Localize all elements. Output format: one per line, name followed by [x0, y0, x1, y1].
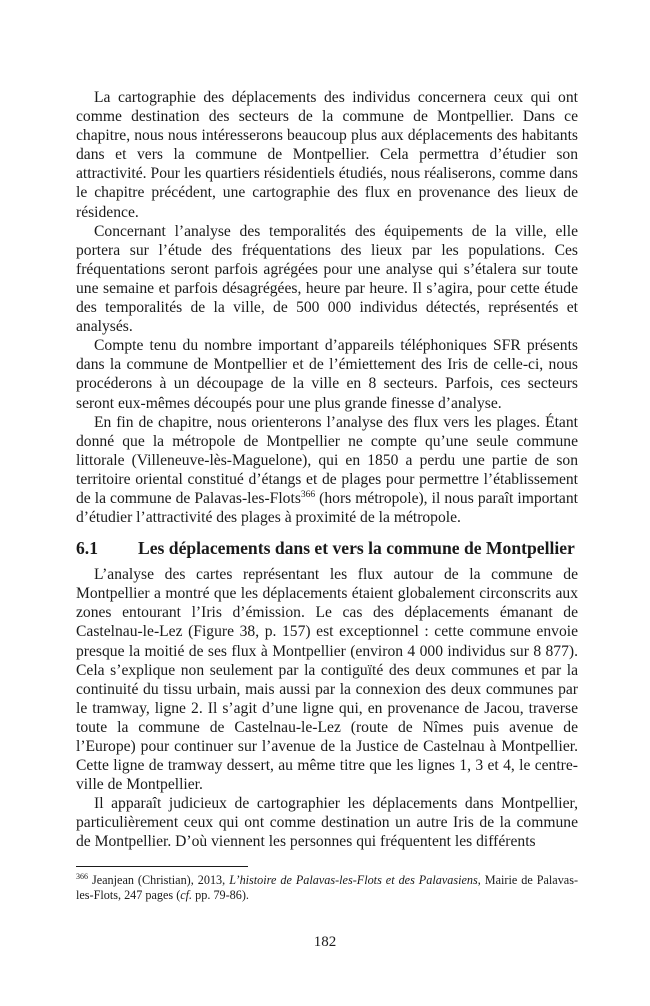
section-heading [76, 537, 578, 559]
body-paragraph: La cartographie des déplacements des individus concernera ceux qui ont comme destination des secteurs de la commune de Montpellier. Dans ce chapitre, nous nous intéresserons beaucoup plus aux déplacements des habitants dans et vers la commune de Montpellier. Cela permettra d’étudier son attractivité. Pour les quartiers résidentiels étudiés, nous réaliserons, comme dans le chapitre précédent, une cartographie des flux en provenance des lieux de résidence. [76, 89, 578, 221]
body-paragraph: Compte tenu du nombre important d’appareils téléphoniques SFR présents dans la commune de Montpellier et de l’émiettement des Iris de celle-ci, nous procéderons à un découpage de la ville en 8 secteurs. Parfois, ces secteurs seront eux-mêmes découpés pour une plus grande finesse d’analyse. [76, 337, 578, 412]
footnote-reference[interactable]: 366 [300, 489, 316, 500]
body-paragraph-beaches [76, 413, 578, 528]
page-body [76, 88, 578, 903]
page-number: 182 [313, 934, 337, 950]
body-paragraph: Concernant l’analyse des temporalités des équipements de la ville, elle portera sur l’étude des fréquentations des lieux par les populations. Ces fréquentations seront parfois agrégées pour une analyse qui s’étalera sur toute une semaine et parfois désagrégées, heure par heure. Il s’agira, pour cette étude des temporalités de la ville, de 500 000 individus détectés, représentés et analysés. [76, 222, 578, 336]
footnote-publisher: , Mairie de Palavas-les-Flots, 247 pages ( [76, 872, 579, 902]
footnote [76, 873, 578, 904]
footnote-book-title: L’histoire de Palavas-les-Flots et des Palavasiens [229, 872, 478, 887]
footnote-author: Jeanjean (Christian), 2013, [88, 872, 230, 887]
section-title: Les déplacements dans et vers la commune de Montpellier [138, 538, 575, 559]
paragraph-text: En fin de chapitre, nous orienterons l’analyse des flux vers les plages. Étant donné que la métropole de Montpellier ne compte qu’une seule commune littorale (Villeneuve-lès-Maguelone), qui en 1850 a perdu une partie de son territoire oriental constitué d’étangs et de plages pour permettre l’établissement de la commune de Palavas-les-Flots [76, 413, 578, 507]
section-number: 6.1 [76, 538, 98, 559]
footnote-separator [76, 866, 248, 867]
footnote-cf: cf. [180, 887, 193, 902]
body-paragraph: Il apparaît judicieux de cartographier les déplacements dans Montpellier, particulièrement ceux qui ont comme destination un autre Iris de la commune de Montpellier. D’où viennent les personnes qui fréquentent les différents [76, 795, 578, 851]
paragraph-text: (hors métropole), il nous paraît important d’étudier l’attractivité des plages à proximité de la métropole. [76, 489, 578, 527]
footnote-pages: pp. 79-86). [192, 887, 249, 902]
body-paragraph: L’analyse des cartes représentant les flux autour de la commune de Montpellier a montré que les déplacements étaient globalement circonscrits aux zones entourant l’Iris d’émission. Le cas des déplacements émanant de Castelnau-le-Lez (Figure 38, p. 157) est exceptionnel : cette commune envoie presque la moitié de ses flux à Montpellier (environ 4 000 individus sur 8 877). Cela s’explique non seulement par la contiguïté des deux communes et par la continuité du tissu urbain, mais aussi par la connexion des deux communes par le tramway, ligne 2. Il s’agit d’une ligne qui, en provenance de Jacou, traverse toute la commune de Castelnau-le-Lez (route de Nîmes puis avenue de l’Europe) pour continuer sur l’avenue de la Justice de Castelnau à Montpellier. Cette ligne de tramway dessert, au même titre que les lignes 1, 3 et 4, le centre-ville de Montpellier. [76, 566, 578, 794]
footnote-number: 366 [76, 871, 88, 881]
